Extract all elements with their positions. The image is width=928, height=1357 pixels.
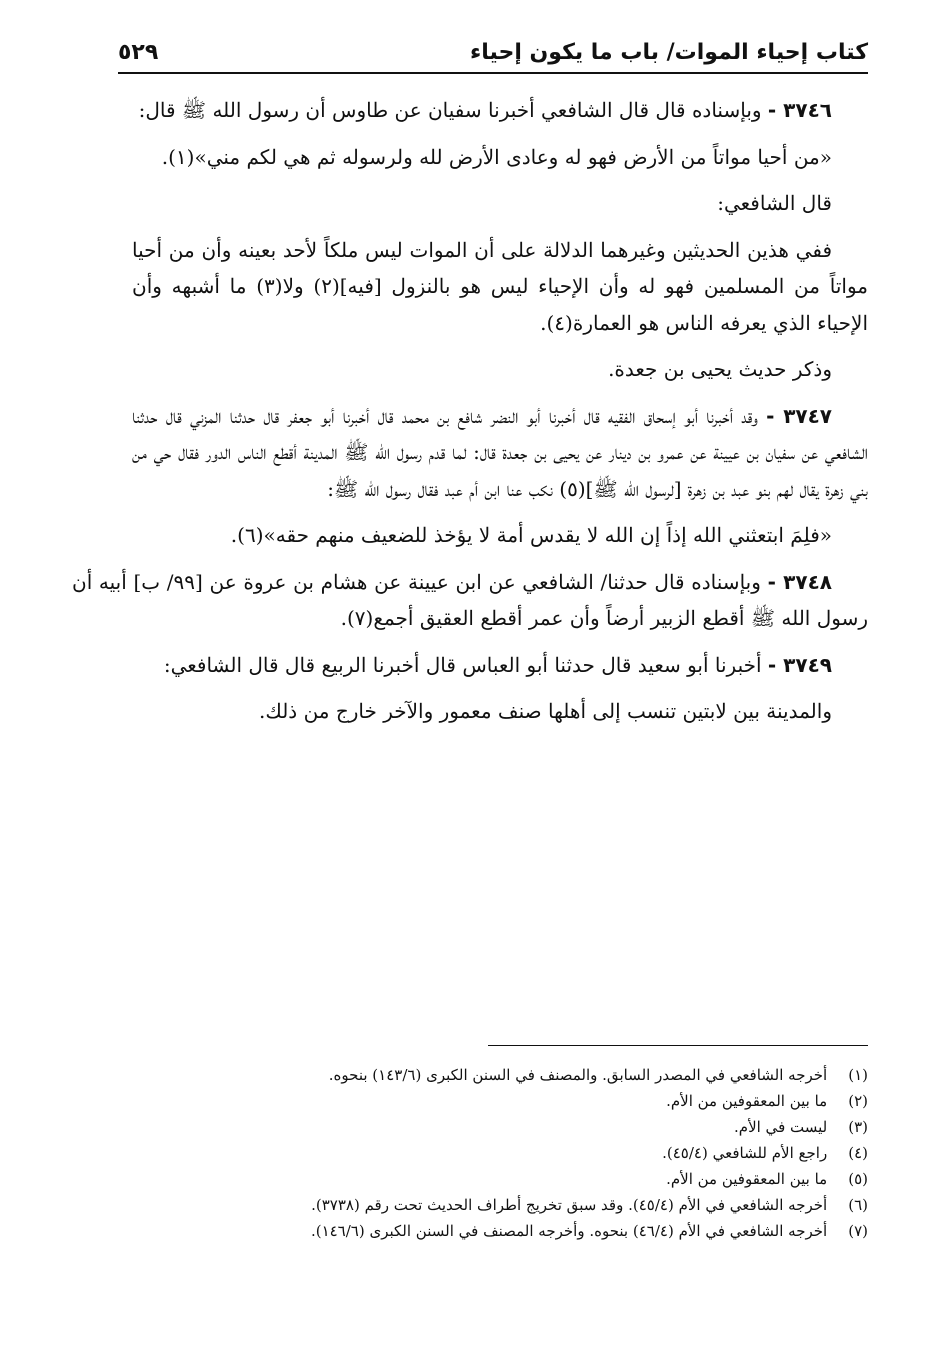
paragraph-text: «فلِمَ ابتعثني الله إذاً إن الله لا يقدس أمة لا يؤخذ للضعيف منهم حقه»(٦). [230, 523, 832, 547]
footnotes [130, 1062, 868, 1244]
footnote-text: أخرجه الشافعي في المصدر السابق. والمصنف في السنن الكبرى (١٤٣/٦) بنحوه. [328, 1066, 828, 1084]
paragraph-hadith-3747 [132, 398, 868, 508]
paragraph-hadith-3746 [132, 92, 868, 129]
footnote [130, 1192, 868, 1218]
page-number: ٥٢٩ [118, 40, 159, 65]
footnote-separator [488, 1045, 868, 1046]
footnote-text: ما بين المعقوفين من الأم. [666, 1092, 828, 1110]
paragraph-shafii-said [132, 185, 868, 222]
paragraph-quote-2 [132, 517, 868, 554]
footnote-number: (١) [848, 1066, 868, 1084]
footnote [130, 1088, 868, 1114]
footnote-number: (٢) [848, 1092, 868, 1110]
footnote-number: (٦) [848, 1196, 868, 1214]
paragraph-text: وذكر حديث يحيى بن جعدة. [608, 357, 832, 381]
paragraph-quote-1 [132, 139, 868, 176]
footnote-text: ليست في الأم. [734, 1118, 828, 1136]
footnote [130, 1114, 868, 1140]
footnote-number: (٧) [848, 1222, 868, 1240]
hadith-number: ٣٧٤٦ - [767, 98, 832, 122]
footnote-text: ما بين المعقوفين من الأم. [666, 1170, 828, 1188]
hadith-number: ٣٧٤٧ - [766, 403, 833, 428]
paragraph-text: والمدينة بين لابتين تنسب إلى أهلها صنف معمور والآخر خارج من ذلك. [259, 699, 832, 723]
footnote-number: (٥) [848, 1170, 868, 1188]
main-text [72, 92, 868, 740]
footnote-text: أخرجه الشافعي في الأم (٤٥/٤). وقد سبق تخريج أطراف الحديث تحت رقم (٣٧٣٨). [311, 1196, 828, 1214]
header-title: كتاب إحياء الموات/ باب ما يكون إحياء [469, 40, 868, 65]
hadith-number: ٣٧٤٩ - [767, 652, 832, 677]
paragraph-text: «من أحيا مواتاً من الأرض فهو له وعادى الأرض لله ولرسوله ثم هي لكم مني»(١). [161, 144, 832, 169]
paragraph-hadith-3748 [72, 564, 868, 637]
footnote-text: راجع الأم للشافعي (٤٥/٤). [662, 1144, 828, 1162]
footnote-text: أخرجه الشافعي في الأم (٤٦/٤) بنحوه. وأخرجه المصنف في السنن الكبرى (١٤٦/٦). [310, 1222, 828, 1240]
footnote [130, 1062, 868, 1088]
footnote-number: (٣) [848, 1118, 868, 1136]
paragraph-text: وبإسناده قال حدثنا/ الشافعي عن ابن عيينة عن هشام بن عروة عن [٩٩/ ب] أبيه أن رسول الله ﷺ أقطع الزبير أرضاً وأن عمر أقطع العقيق أجمع(٧). [72, 569, 868, 630]
paragraph-text: قال الشافعي: [717, 191, 832, 215]
paragraph-mention [132, 351, 868, 388]
footnote [130, 1140, 868, 1166]
footnote [130, 1166, 868, 1192]
paragraph-text: أخبرنا أبو سعيد قال حدثنا أبو العباس قال أخبرنا الربيع قال قال الشافعي: [163, 652, 768, 677]
paragraph-text: ففي هذين الحديثين وغيرهما الدلالة على أن الموات ليس ملكاً لأحد بعينه وأن من أحيا مواتاً من المسلمين فهو له وأن الإحياء ليس هو بالنزول [فيه](٢) ولا(٣) ما أشبهه وأن الإحياء الذي يعرفه الناس هو العمارة(٤). [132, 237, 868, 335]
paragraph-madina [132, 693, 868, 730]
footnote-number: (٤) [848, 1144, 868, 1162]
header-rule [118, 72, 868, 74]
paragraph-text: وبإسناده قال قال الشافعي أخبرنا سفيان عن طاوس أن رسول الله ﷺ قال: [138, 98, 768, 122]
paragraph-hadith-3749 [132, 647, 868, 684]
paragraph-text: وقد أخبرنا أبو إسحاق الفقيه قال أخبرنا أبو النضر شافع بن محمد قال أخبرنا أبو جعفر قال حدثنا المزني قال حدثنا الشافعي عن سفيان بن عيينة عن عمرو بن دينار عن يحيى بن جعدة قال: لما قدم رسول الله ﷺ المدينة أقطع الناس الدور فقال حي من بني زهرة يقال لهم بنو عبد بن زهرة [لرسول الله ﷺ](٥) نكب عنا ابن أم عبد فقال رسول الله ﷺ: [132, 403, 868, 501]
paragraph-commentary [132, 232, 868, 342]
running-header [118, 30, 868, 74]
footnote [130, 1218, 868, 1244]
hadith-number: ٣٧٤٨ - [767, 569, 832, 594]
